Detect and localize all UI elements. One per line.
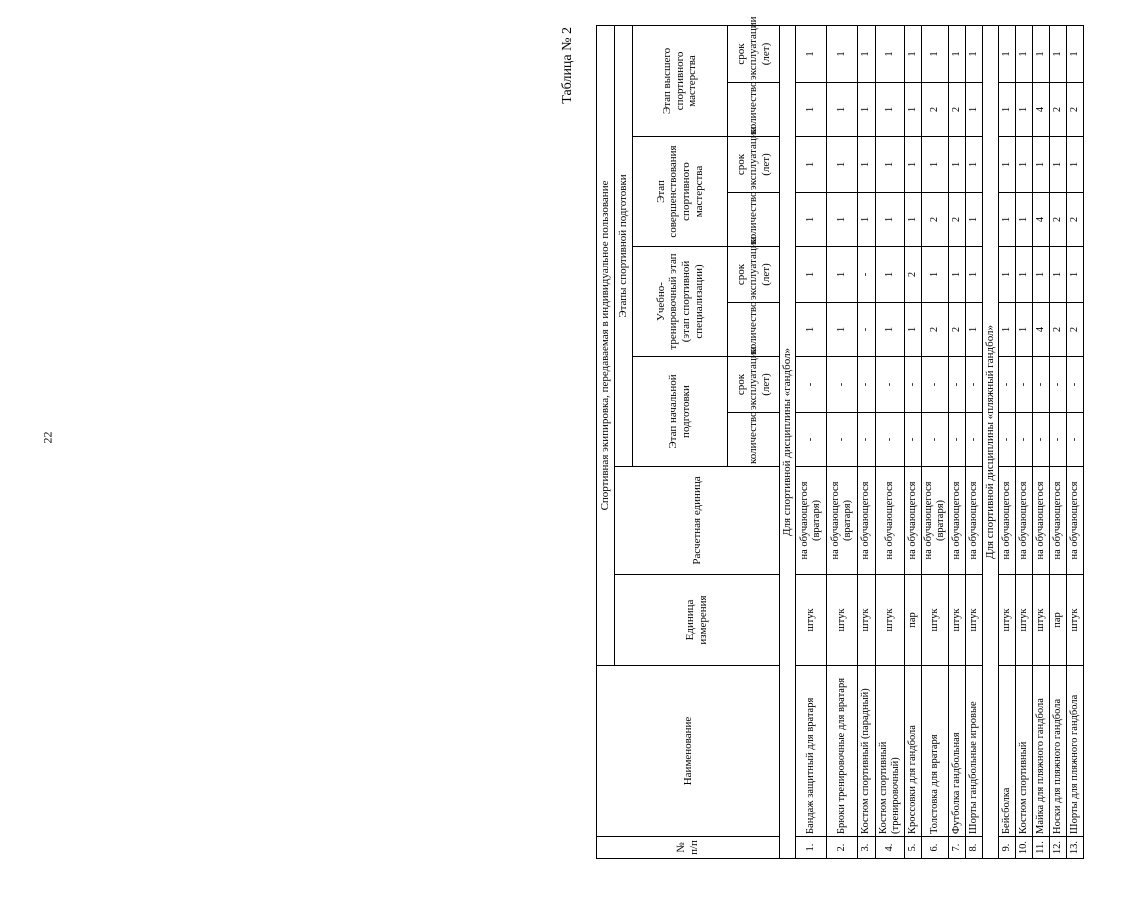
table-caption: Таблица № 2	[560, 27, 575, 104]
section-title: Для спортивной дисциплины «пляжный гандбол»	[983, 25, 999, 858]
header-stages-group: Этапы спортивной подготовки	[615, 25, 633, 466]
qty-cell: 1	[796, 303, 827, 357]
header-term: срок эксплуатации (лет)	[728, 247, 780, 303]
qty-cell: 2	[1067, 83, 1084, 137]
item-name: Шорты гандбольные игровые	[966, 666, 983, 837]
term-cell: 1	[999, 247, 1016, 303]
item-name: Кроссовки для гандбола	[905, 666, 922, 837]
calc-unit-cell: на обучающегося	[1033, 467, 1050, 575]
term-cell: 1	[1033, 137, 1050, 193]
calc-unit-cell: на обучающегося (вратаря)	[796, 467, 827, 575]
term-cell: 1	[999, 25, 1016, 82]
header-term: срок эксплуатации (лет)	[728, 137, 780, 193]
table-row	[922, 25, 949, 858]
table-row	[905, 25, 922, 858]
table-body	[780, 25, 1084, 858]
table-row	[1033, 25, 1050, 858]
row-number: 8.	[966, 837, 983, 859]
qty-cell: 2	[949, 303, 966, 357]
header-qty: количество	[728, 193, 780, 247]
unit-cell: штук	[949, 575, 966, 666]
term-cell: 1	[1050, 137, 1067, 193]
table-row	[1016, 25, 1033, 858]
term-cell: 1	[1016, 247, 1033, 303]
qty-cell: 2	[1050, 303, 1067, 357]
qty-cell: 1	[858, 83, 876, 137]
qty-cell: 1	[1016, 303, 1033, 357]
term-cell: 1	[905, 25, 922, 82]
qty-cell: 1	[905, 193, 922, 247]
item-name: Костюм спортивный	[1016, 666, 1033, 837]
term-cell: 1	[876, 137, 905, 193]
calc-unit-cell: на обучающегося (вратаря)	[827, 467, 858, 575]
unit-cell: штук	[966, 575, 983, 666]
term-cell: -	[858, 357, 876, 413]
qty-cell: -	[858, 303, 876, 357]
term-cell: 1	[1067, 137, 1084, 193]
row-number: 7.	[949, 837, 966, 859]
qty-cell: 2	[949, 193, 966, 247]
term-cell: -	[796, 357, 827, 413]
item-name: Футболка гандбольная	[949, 666, 966, 837]
qty-cell: 1	[999, 303, 1016, 357]
term-cell: -	[966, 357, 983, 413]
header-num: № п/п	[597, 837, 780, 859]
row-number: 5.	[905, 837, 922, 859]
calc-unit-cell: на обучающегося	[858, 467, 876, 575]
header-unit: Единица измерения	[615, 575, 780, 666]
row-number: 3.	[858, 837, 876, 859]
item-name: Брюки тренировочные для вратаря	[827, 666, 858, 837]
unit-cell: штук	[1016, 575, 1033, 666]
qty-cell: -	[827, 413, 858, 467]
qty-cell: 1	[827, 83, 858, 137]
qty-cell: -	[905, 413, 922, 467]
qty-cell: 1	[1016, 193, 1033, 247]
qty-cell: 1	[905, 303, 922, 357]
header-qty: количество	[728, 413, 780, 467]
term-cell: 1	[966, 247, 983, 303]
term-cell: 1	[1016, 137, 1033, 193]
unit-cell: пар	[1050, 575, 1067, 666]
header-stage-1: Этап начальной подготовки	[633, 357, 728, 467]
term-cell: 1	[1033, 25, 1050, 82]
term-cell: -	[858, 247, 876, 303]
item-name: Майка для пляжного гандбола	[1033, 666, 1050, 837]
row-number: 2.	[827, 837, 858, 859]
term-cell: -	[949, 357, 966, 413]
table-row	[876, 25, 905, 858]
section-title: Для спортивной дисциплины «гандбол»	[780, 25, 796, 858]
term-cell: 1	[922, 247, 949, 303]
calc-unit-cell: на обучающегося	[1067, 467, 1084, 575]
term-cell: -	[876, 357, 905, 413]
qty-cell: 1	[827, 303, 858, 357]
row-number: 11.	[1033, 837, 1050, 859]
qty-cell: 2	[1067, 193, 1084, 247]
term-cell: 1	[949, 137, 966, 193]
row-number: 4.	[876, 837, 905, 859]
unit-cell: штук	[876, 575, 905, 666]
qty-cell: 1	[966, 303, 983, 357]
term-cell: 1	[858, 25, 876, 82]
term-cell: 2	[905, 247, 922, 303]
section-row	[780, 25, 796, 858]
term-cell: -	[905, 357, 922, 413]
term-cell: 1	[827, 247, 858, 303]
qty-cell: 2	[1067, 303, 1084, 357]
qty-cell: 1	[796, 193, 827, 247]
qty-cell: 1	[876, 303, 905, 357]
item-name: Толстовка для вратаря	[922, 666, 949, 837]
qty-cell: 4	[1033, 193, 1050, 247]
qty-cell: 1	[966, 83, 983, 137]
header-stage-3: Этап совершенствования спортивного мастерства	[633, 137, 728, 247]
term-cell: 1	[966, 137, 983, 193]
qty-cell: -	[1016, 413, 1033, 467]
term-cell: -	[1033, 357, 1050, 413]
item-name: Костюм спортивный (тренировочный)	[876, 666, 905, 837]
qty-cell: 1	[827, 193, 858, 247]
header-qty: количество	[728, 83, 780, 137]
qty-cell: 4	[1033, 303, 1050, 357]
table-row	[949, 25, 966, 858]
qty-cell: -	[1067, 413, 1084, 467]
row-number: 10.	[1016, 837, 1033, 859]
calc-unit-cell: на обучающегося	[966, 467, 983, 575]
term-cell: 1	[796, 25, 827, 82]
qty-cell: -	[949, 413, 966, 467]
row-number: 13.	[1067, 837, 1084, 859]
qty-cell: 1	[1016, 83, 1033, 137]
term-cell: 1	[1050, 25, 1067, 82]
header-term: срок эксплуатации (лет)	[728, 25, 780, 82]
term-cell: 1	[796, 137, 827, 193]
term-cell: 1	[1050, 247, 1067, 303]
term-cell: 1	[1016, 25, 1033, 82]
qty-cell: 1	[999, 193, 1016, 247]
table-row	[827, 25, 858, 858]
qty-cell: -	[876, 413, 905, 467]
calc-unit-cell: на обучающегося (вратаря)	[922, 467, 949, 575]
row-number: 12.	[1050, 837, 1067, 859]
table-row	[1050, 25, 1067, 858]
item-name: Костюм спортивный (парадный)	[858, 666, 876, 837]
unit-cell: пар	[905, 575, 922, 666]
table-row	[858, 25, 876, 858]
header-stage-4: Этап высшего спортивного мастерства	[633, 25, 728, 136]
term-cell: 1	[1033, 247, 1050, 303]
qty-cell: 1	[796, 83, 827, 137]
qty-cell: 2	[922, 83, 949, 137]
term-cell: -	[999, 357, 1016, 413]
calc-unit-cell: на обучающегося	[1016, 467, 1033, 575]
header-name: Наименование	[597, 666, 780, 837]
header-main: Спортивная экипировка, передаваемая в индивидуальное пользование	[597, 25, 615, 665]
term-cell: 1	[827, 25, 858, 82]
qty-cell: -	[999, 413, 1016, 467]
calc-unit-cell: на обучающегося	[999, 467, 1016, 575]
item-name: Носки для пляжного гандбола	[1050, 666, 1067, 837]
term-cell: 1	[796, 247, 827, 303]
term-cell: 1	[876, 25, 905, 82]
table-row	[1067, 25, 1084, 858]
unit-cell: штук	[1033, 575, 1050, 666]
qty-cell: -	[1050, 413, 1067, 467]
qty-cell: 1	[999, 83, 1016, 137]
row-number: 1.	[796, 837, 827, 859]
header-stage-2: Учебно-тренировочный этап (этап спортивной специализации)	[633, 247, 728, 357]
calc-unit-cell: на обучающегося	[876, 467, 905, 575]
term-cell: 1	[949, 247, 966, 303]
term-cell: 1	[827, 137, 858, 193]
qty-cell: 1	[876, 193, 905, 247]
qty-cell: 2	[949, 83, 966, 137]
unit-cell: штук	[796, 575, 827, 666]
term-cell: 1	[905, 137, 922, 193]
page-number: 22	[40, 431, 55, 444]
qty-cell: 1	[905, 83, 922, 137]
term-cell: 1	[999, 137, 1016, 193]
calc-unit-cell: на обучающегося	[905, 467, 922, 575]
table-row	[966, 25, 983, 858]
table-row	[796, 25, 827, 858]
header-qty: количество	[728, 303, 780, 357]
unit-cell: штук	[1067, 575, 1084, 666]
qty-cell: 4	[1033, 83, 1050, 137]
unit-cell: штук	[999, 575, 1016, 666]
term-cell: 1	[949, 25, 966, 82]
qty-cell: 2	[922, 193, 949, 247]
term-cell: -	[1067, 357, 1084, 413]
item-name: Бейсболка	[999, 666, 1016, 837]
row-number: 6.	[922, 837, 949, 859]
qty-cell: -	[922, 413, 949, 467]
qty-cell: 2	[1050, 83, 1067, 137]
unit-cell: штук	[922, 575, 949, 666]
term-cell: 1	[1067, 247, 1084, 303]
term-cell: -	[1016, 357, 1033, 413]
header-term: срок эксплуатации (лет)	[728, 357, 780, 413]
qty-cell: 1	[876, 83, 905, 137]
unit-cell: штук	[827, 575, 858, 666]
term-cell: -	[1050, 357, 1067, 413]
term-cell: 1	[922, 137, 949, 193]
term-cell: 1	[858, 137, 876, 193]
qty-cell: -	[1033, 413, 1050, 467]
term-cell: 1	[876, 247, 905, 303]
term-cell: 1	[966, 25, 983, 82]
qty-cell: 2	[1050, 193, 1067, 247]
qty-cell: -	[966, 413, 983, 467]
item-name: Бандаж защитный для вратаря	[796, 666, 827, 837]
term-cell: 1	[1067, 25, 1084, 82]
term-cell: -	[922, 357, 949, 413]
qty-cell: -	[858, 413, 876, 467]
equipment-table	[596, 16, 1084, 859]
item-name: Шорты для пляжного гандбола	[1067, 666, 1084, 837]
header-calc: Расчетная единица	[615, 467, 780, 575]
row-number: 9.	[999, 837, 1016, 859]
term-cell: -	[827, 357, 858, 413]
qty-cell: 2	[922, 303, 949, 357]
section-row	[983, 25, 999, 858]
term-cell: 1	[922, 25, 949, 82]
qty-cell: 1	[966, 193, 983, 247]
calc-unit-cell: на обучающегося	[1050, 467, 1067, 575]
qty-cell: -	[796, 413, 827, 467]
table-row	[999, 25, 1016, 858]
qty-cell: 1	[858, 193, 876, 247]
rotated-content	[560, 16, 1122, 859]
calc-unit-cell: на обучающегося	[949, 467, 966, 575]
unit-cell: штук	[858, 575, 876, 666]
